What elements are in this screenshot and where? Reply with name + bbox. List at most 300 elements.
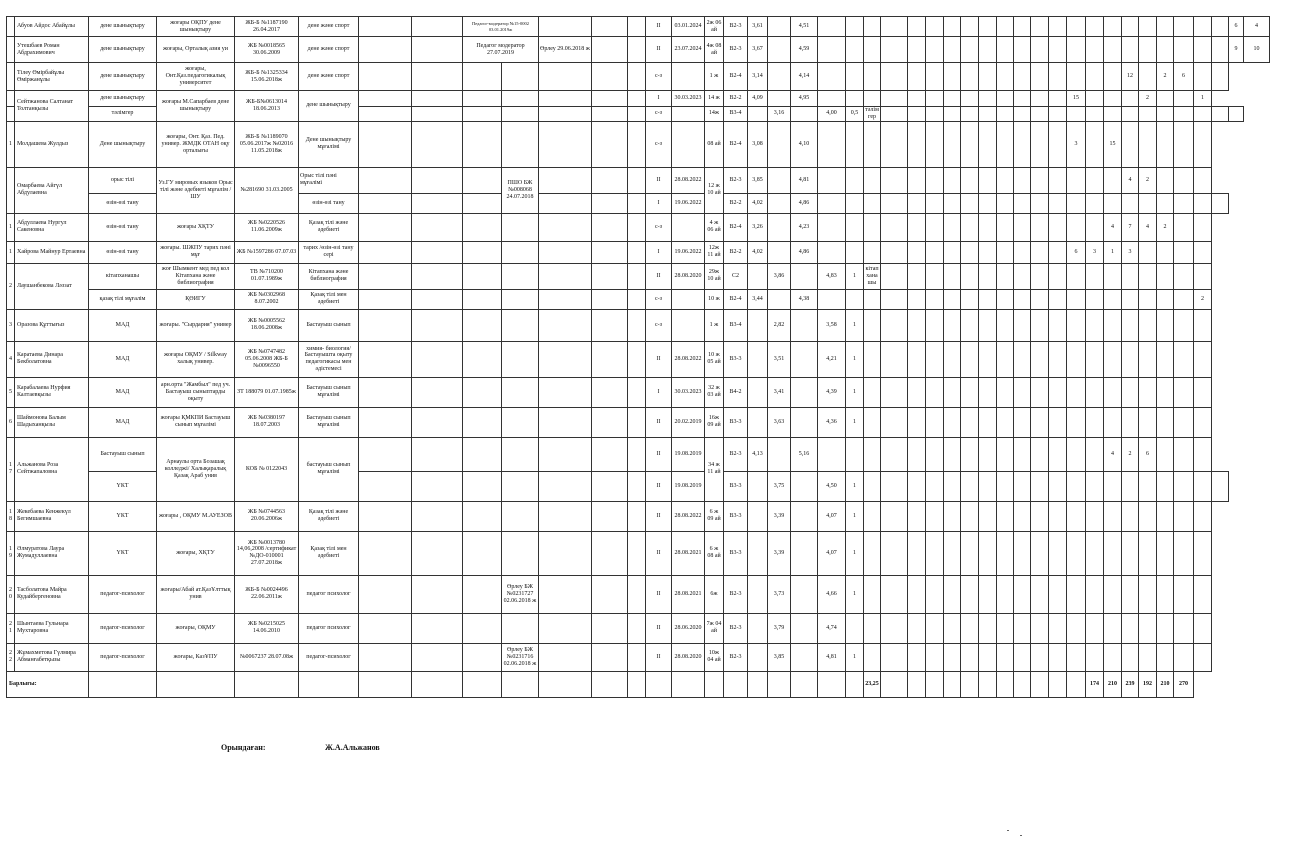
table-cell [1122,309,1139,341]
table-cell [1174,377,1194,407]
table-cell [1086,531,1104,575]
table-cell [881,107,908,122]
table-cell: 34 ж 11 ай [705,437,724,501]
table-cell [592,37,628,63]
table-cell [944,213,961,241]
table-cell [961,213,979,241]
table-cell [1014,91,1031,107]
table-cell [1194,531,1212,575]
table-cell: Бастауыш сынып мұғалімі [299,377,359,407]
table-cell [997,671,1014,697]
table-cell [748,407,768,437]
table-cell [1157,91,1174,107]
table-cell [979,193,997,213]
table-cell [944,341,961,377]
table-cell [1049,17,1067,37]
table-cell [1086,107,1104,122]
scan-speck [1007,830,1009,831]
table-cell [1067,63,1086,91]
table-cell [881,501,908,531]
table-cell: В3-4 [724,309,748,341]
table-cell [1174,213,1194,241]
table-cell [791,471,818,501]
table-cell: 2 [1122,437,1139,471]
table-cell [997,613,1014,643]
table-cell: 1 [846,263,864,289]
table-cell [944,377,961,407]
table-cell: 4,66 [818,575,846,613]
table-cell: С2 [724,263,748,289]
table-cell [412,671,463,697]
table-cell: с-з [646,63,672,91]
table-cell [1174,37,1194,63]
table-cell [1174,643,1194,671]
table-cell [979,289,997,309]
table-cell: 6 [1174,63,1194,91]
table-cell: Өрлеу 29.06.2018 ж [539,37,592,63]
table-cell [1031,377,1049,407]
table-cell: II [646,37,672,63]
table-cell: ЖБ №0380197 18.07.2003 [235,407,299,437]
table-cell [502,91,539,107]
table-cell: 3,61 [748,17,768,37]
table-cell: Орыс тілі пәні мұғалімі [299,167,359,193]
table-cell [1194,241,1212,263]
table-cell [1049,289,1067,309]
table-cell: 3 [1122,241,1139,263]
table-cell: Абуов Айдос Абайұлы [15,17,89,37]
table-cell: 4 [7,341,15,377]
table-cell [961,263,979,289]
table-cell [463,501,502,531]
table-cell: 1 [7,213,15,241]
table-cell: 29ж 10 ай [705,263,724,289]
table-cell [864,193,881,213]
table-cell: В2-3 [724,167,748,193]
table-cell [1086,213,1104,241]
table-cell [1067,501,1086,531]
table-cell: 4,59 [791,37,818,63]
table-cell [818,37,846,63]
table-cell [463,671,502,697]
table-cell [1139,471,1157,501]
table-cell: КОБ № 0122043 [235,437,299,501]
table-cell [463,471,502,501]
table-cell: 210 [1157,671,1174,697]
table-cell: 4ж 08 ай [705,37,724,63]
table-cell: 9 [1229,37,1244,63]
table-cell [864,501,881,531]
table-cell [359,121,412,167]
table-cell [768,193,791,213]
table-cell [864,17,881,37]
table-row [7,531,1296,575]
table-cell: 1 [1104,241,1122,263]
table-cell [846,213,864,241]
table-cell [502,289,539,309]
table-cell: тәлімгер [865,107,879,120]
table-cell [1049,167,1067,193]
table-cell [1104,63,1122,91]
table-cell: 6 ж 08 ай [705,531,724,575]
table-cell: Әлмуратова Лаура Жумадуллаевна [15,531,89,575]
table-cell [748,643,768,671]
table-cell [502,613,539,643]
table-cell [412,407,463,437]
table-cell [359,37,412,63]
table-cell [1212,17,1229,37]
table-cell [748,575,768,613]
table-row [7,63,1296,91]
table-cell [926,121,944,167]
table-cell [979,213,997,241]
table-cell [1194,575,1212,613]
table-row [7,613,1296,643]
table-cell: 4,74 [818,613,846,643]
table-cell: 4,81 [791,167,818,193]
table-cell: В3-3 [724,341,748,377]
table-cell: ЖБ №0018565 30.06.2009 [235,37,299,63]
table-cell [1086,643,1104,671]
table-cell [1067,37,1086,63]
table-cell [539,63,592,91]
table-cell: 4,86 [791,193,818,213]
table-cell [846,671,864,697]
table-cell [944,575,961,613]
table-cell [1014,167,1031,193]
table-cell [359,575,412,613]
table-cell: өзін-өзі тану [89,241,157,263]
table-cell [997,575,1014,613]
table-cell [1067,643,1086,671]
table-cell: ЖБ-Б №1187190 26.04.2017 [235,17,299,37]
table-cell: 4 [1122,167,1139,193]
table-cell: 2 [1139,91,1157,107]
table-row [7,91,1296,107]
table-cell [1122,531,1139,575]
table-cell [412,309,463,341]
table-cell: 270 [1174,671,1194,697]
table-cell [1157,17,1174,37]
table-cell: 4,09 [748,91,768,107]
table-cell [846,437,864,471]
table-cell [628,341,646,377]
table-cell [1086,63,1104,91]
table-cell [592,263,628,289]
table-cell [1067,309,1086,341]
table-cell [1014,671,1031,697]
table-cell [1031,63,1049,91]
table-cell [412,437,463,471]
table-row [7,289,1296,309]
signer-name: Ж.А.Альжанов [325,743,380,752]
table-cell [768,671,791,697]
table-cell: с-з [646,213,672,241]
table-cell [463,613,502,643]
table-cell [1157,289,1174,309]
table-cell [944,289,961,309]
table-cell: Арнаулы орта Бозашақ колледжі/ Халықаралық Қазақ Араб унив [157,437,235,501]
table-cell: 3,75 [768,471,791,501]
table-cell [1067,613,1086,643]
table-cell [359,643,412,671]
table-cell [359,63,412,91]
table-cell [944,471,961,501]
table-cell [908,17,926,37]
table-cell: Тасболатова Майра Кудайбергеновна [15,575,89,613]
table-cell [1104,377,1122,407]
table-cell: 1 [846,501,864,531]
table-cell: Утешбаев Роман Абдрахимович [15,37,89,63]
table-cell [1122,263,1139,289]
table-cell [944,643,961,671]
table-cell [502,263,539,289]
table-cell [359,91,412,107]
table-row [7,17,1296,37]
table-cell: дене шынықтыру [89,17,157,37]
table-cell [502,213,539,241]
table-cell: II [646,263,672,289]
table-cell: Дене шынықтыру мұғалімі [299,121,359,167]
table-cell [1104,341,1122,377]
table-cell: 3,14 [748,63,768,91]
table-cell: Уз.ГУ мировых языков Орыс тілі және әдебиеті мұғалім /ШУ [157,167,235,213]
table-cell: Тілеу Өмiрбайұлы Өміржанұлы [15,63,89,91]
table-cell: дене шынықтыру [89,37,157,63]
table-cell: В2-2 [724,241,748,263]
table-cell [1139,407,1157,437]
table-cell [1139,241,1157,263]
table-cell: дене шынықтыру [89,91,157,107]
table-cell [7,107,15,122]
table-cell: 19 [7,531,15,575]
table-cell [1104,575,1122,613]
table-cell: Бастауыш сынып [89,437,157,471]
table-cell [592,437,628,471]
table-cell: II [646,613,672,643]
table-cell: II [646,471,672,501]
table-cell: жоғары ОҚПУ дене шынықтыру [157,17,235,37]
table-cell [1139,575,1157,613]
table-cell [299,671,359,697]
table-cell: Өрлеу БЖ №0231727 02.06.2018 ж [502,575,539,613]
table-cell [1086,407,1104,437]
table-cell: 4,38 [791,289,818,309]
table-cell: 1 [846,643,864,671]
table-cell: 174 [1086,671,1104,697]
table-cell [864,407,881,437]
table-cell [1122,37,1139,63]
table-cell [979,377,997,407]
table-cell [961,575,979,613]
table-cell: 4 [1139,213,1157,241]
table-cell: 23,25 [864,671,881,697]
table-cell [818,213,846,241]
table-cell: 28.08.2022 [672,341,705,377]
table-cell: 21 [7,613,15,643]
table-cell [1014,121,1031,167]
table-cell [961,671,979,697]
table-cell: 30.03.2023 [672,377,705,407]
table-cell [997,167,1014,193]
table-cell: 17 [7,437,15,501]
table-cell [1122,107,1139,122]
table-cell [1067,167,1086,193]
table-cell [1139,341,1157,377]
table-cell: 3,39 [768,531,791,575]
table-cell [412,167,463,193]
table-cell [539,377,592,407]
table-cell [768,289,791,309]
table-cell [768,63,791,91]
table-cell [628,437,646,471]
table-cell [864,37,881,63]
table-cell [768,121,791,167]
table-cell: 15 [1067,91,1086,107]
table-cell: 4,10 [791,121,818,167]
table-cell [502,341,539,377]
table-cell: В2-3 [724,17,748,37]
table-cell [818,437,846,471]
table-cell [926,407,944,437]
table-cell: Абдуллаева Нургул Сакеновна [15,213,89,241]
table-cell [1014,613,1031,643]
table-cell [1157,531,1174,575]
table-cell [628,531,646,575]
table-cell [672,309,705,341]
table-cell: Шынтаева Гульнара Мухтаровна [15,613,89,643]
table-cell: ЖБ-Б№0613014 18.06.2013 [235,91,299,122]
table-cell [1174,575,1194,613]
table-cell: жоғары, Орталық азия уи [157,37,235,63]
table-cell [1122,193,1139,213]
table-cell [1014,407,1031,437]
table-cell [961,309,979,341]
table-cell [979,671,997,697]
table-cell [1049,213,1067,241]
table-cell [463,437,502,471]
table-cell [908,289,926,309]
table-cell [979,241,997,263]
table-cell [628,241,646,263]
table-cell [1031,407,1049,437]
table-cell [1067,377,1086,407]
table-cell [748,501,768,531]
table-cell: 3 [1067,121,1086,167]
table-cell [1157,341,1174,377]
table-cell [1049,341,1067,377]
table-cell [1067,671,1086,697]
table-cell [748,377,768,407]
table-cell [1067,341,1086,377]
table-cell [961,241,979,263]
table-cell [672,107,705,122]
table-cell [628,407,646,437]
table-cell [908,263,926,289]
table-cell [1194,309,1212,341]
table-cell [1104,643,1122,671]
scan-speck [1020,835,1022,836]
table-cell [926,241,944,263]
table-cell [997,241,1014,263]
table-cell: В3-3 [724,501,748,531]
table-cell: химия- биология/ Бастауышта оқыту педагогикасы мен әдістемесі [299,341,359,377]
table-cell [961,613,979,643]
table-cell [1174,501,1194,531]
table-cell [818,167,846,193]
table-cell [864,341,881,377]
table-cell: 1 [7,121,15,167]
table-cell: кітапханашы [89,263,157,289]
table-cell [846,613,864,643]
table-cell [997,643,1014,671]
table-cell [979,37,997,63]
table-cell [592,289,628,309]
table-cell: дене шынықтыру [299,91,359,122]
table-cell [1014,531,1031,575]
table-cell [1014,575,1031,613]
table-cell: жоғары ОҚМУ / Silkway халық универ. [157,341,235,377]
table-cell [791,575,818,613]
table-cell [864,531,881,575]
table-cell: 10 ж 05 ай [705,341,724,377]
table-cell [908,407,926,437]
table-cell [1174,289,1194,309]
table-cell: Кітапхана және библиография [299,263,359,289]
table-cell [997,407,1014,437]
total-row [7,671,1296,697]
table-cell [961,531,979,575]
table-cell: 20 [7,575,15,613]
table-cell: Хайрова Майнур Ертаевна [15,241,89,263]
table-cell [881,91,908,107]
table-cell [1194,107,1212,122]
table-cell [944,37,961,63]
table-cell [1049,501,1067,531]
table-cell: Қазақ тілі мен әдебиеті [299,531,359,575]
table-cell [1014,241,1031,263]
table-cell [1086,263,1104,289]
table-cell [944,437,961,471]
table-cell [672,671,705,697]
table-cell [791,263,818,289]
table-cell [1139,107,1157,122]
table-cell [926,17,944,37]
table-cell [1157,575,1174,613]
table-cell [1049,531,1067,575]
table-cell: В3-3 [724,407,748,437]
table-cell: 6ж [705,575,724,613]
table-cell [1194,341,1212,377]
table-cell [1194,377,1212,407]
table-cell [979,107,997,122]
table-cell [412,107,463,122]
table-cell [412,501,463,531]
table-cell: II [646,643,672,671]
table-cell [881,377,908,407]
table-cell: I [646,241,672,263]
table-cell [539,531,592,575]
table-cell [881,193,908,213]
table-cell [881,471,908,501]
table-cell [592,643,628,671]
table-cell [1067,263,1086,289]
table-cell [1031,643,1049,671]
table-cell [1049,193,1067,213]
table-row [7,121,1296,167]
table-cell [412,213,463,241]
table-cell [846,241,864,263]
